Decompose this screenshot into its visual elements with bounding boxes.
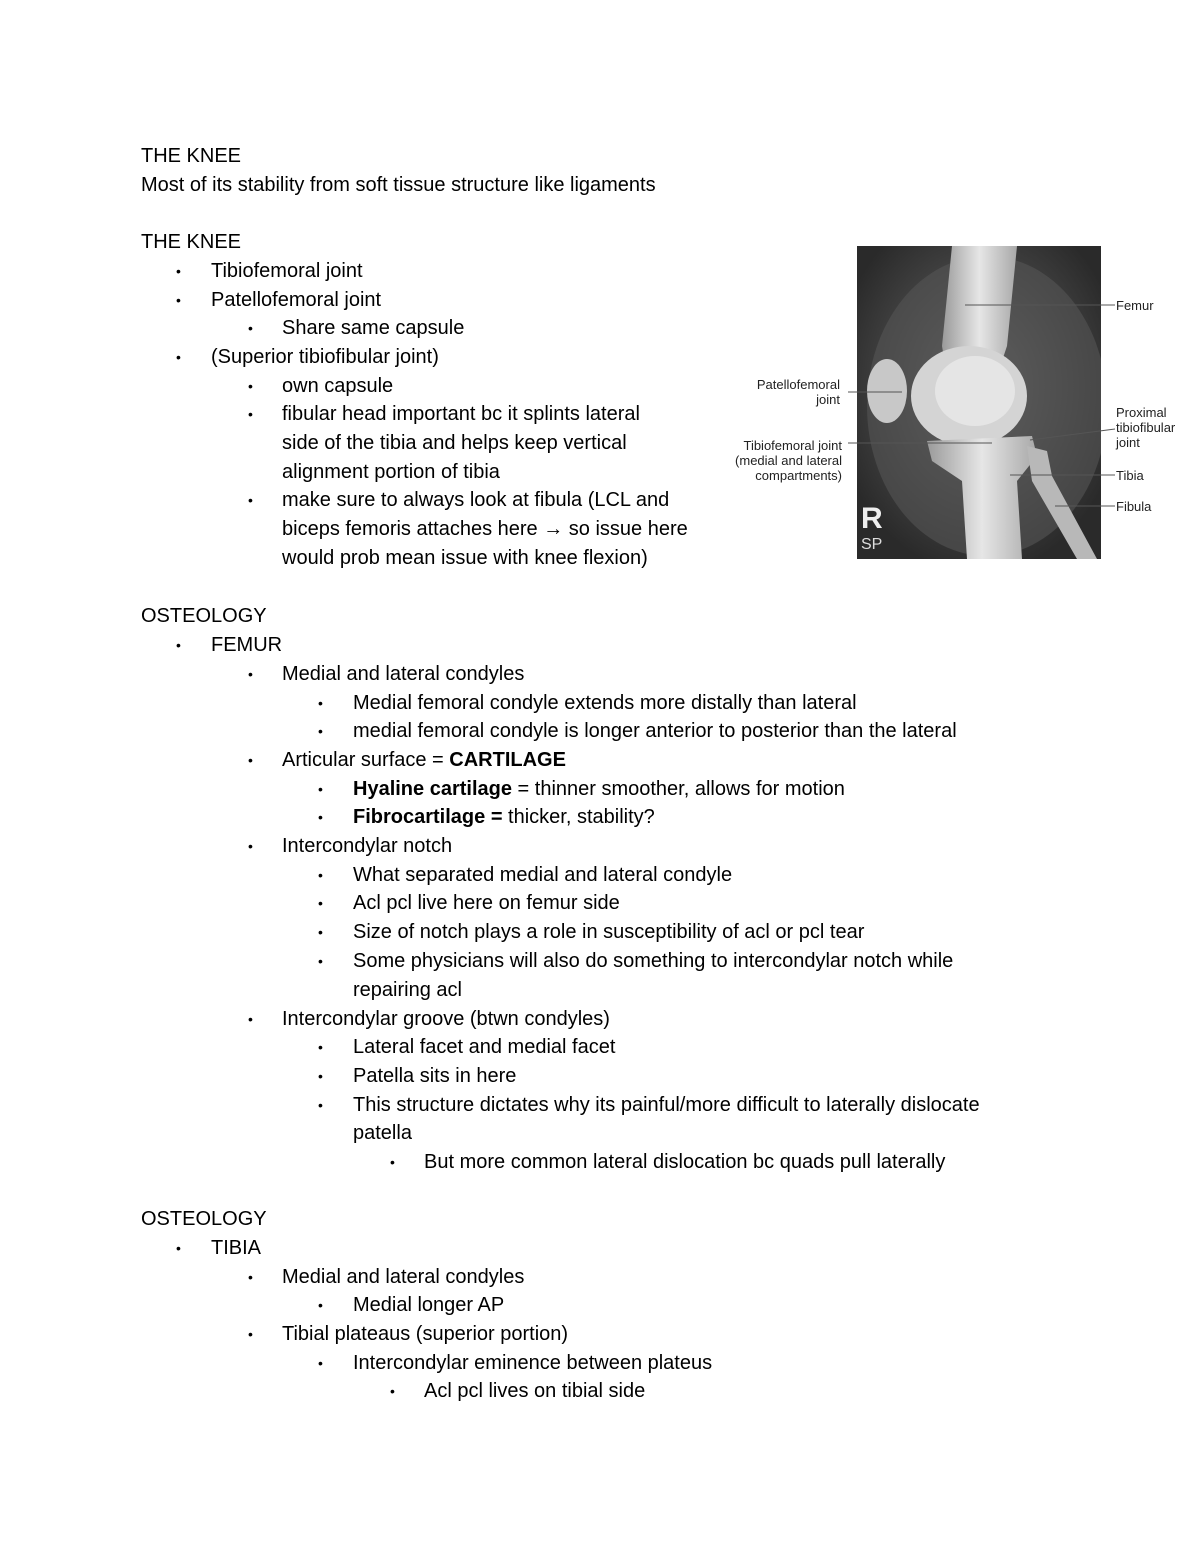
bullet: • bbox=[248, 406, 253, 422]
section-title: OSTEOLOGY bbox=[141, 605, 267, 627]
knee-xray-figure bbox=[730, 246, 1185, 568]
list-item: Tibial plateaus (superior portion) bbox=[282, 1323, 569, 1345]
bullet: • bbox=[176, 263, 181, 279]
bold-text: CARTILAGE bbox=[449, 749, 566, 771]
text-run: Articular surface = bbox=[282, 749, 450, 771]
section-subtitle: Most of its stability from soft tissue structure like ligaments bbox=[141, 174, 656, 196]
label-tibia: Tibia bbox=[1116, 468, 1144, 483]
list-item: Acl pcl lives on tibial side bbox=[424, 1380, 646, 1402]
bullet: • bbox=[248, 1269, 253, 1285]
label-proximal-tibiofibular-joint: Proximal tibiofibular joint bbox=[1116, 405, 1176, 450]
list-item: Size of notch plays a role in susceptibility of acl or pcl tear bbox=[353, 921, 865, 943]
bullet: • bbox=[176, 637, 181, 653]
bullet: • bbox=[318, 695, 323, 711]
bullet: • bbox=[248, 378, 253, 394]
bold-text: Hyaline cartilage bbox=[353, 778, 512, 800]
label-femur: Femur bbox=[1116, 298, 1154, 313]
bullet: • bbox=[318, 1068, 323, 1084]
list-item: Medial and lateral condyles bbox=[282, 1266, 525, 1288]
bullet: • bbox=[318, 1097, 323, 1113]
list-item: Intercondylar notch bbox=[282, 835, 453, 857]
xray-marker-sp: SP bbox=[861, 536, 883, 553]
list-item: Some physicians will also do something to intercondylar notch while bbox=[353, 950, 954, 972]
list-item bbox=[353, 775, 845, 803]
bullet: • bbox=[318, 1039, 323, 1055]
list-item: Patella sits in here bbox=[353, 1065, 517, 1087]
list-item-continued: would prob mean issue with knee flexion) bbox=[282, 547, 648, 569]
list-item: (Superior tibiofibular joint) bbox=[211, 346, 439, 368]
list-item: Medial and lateral condyles bbox=[282, 663, 525, 685]
section-title: THE KNEE bbox=[141, 231, 242, 253]
list-item: What separated medial and lateral condyle bbox=[353, 864, 733, 886]
bullet: • bbox=[318, 867, 323, 883]
text-run: thicker, stability? bbox=[502, 806, 655, 828]
bullet: • bbox=[176, 349, 181, 365]
text-run: = thinner smoother, allows for motion bbox=[511, 778, 845, 800]
bullet: • bbox=[318, 895, 323, 911]
list-item-continued: patella bbox=[353, 1122, 412, 1144]
bullet: • bbox=[248, 492, 253, 508]
bullet: • bbox=[176, 1240, 181, 1256]
list-item: Medial femoral condyle extends more distally than lateral bbox=[353, 692, 857, 714]
list-item bbox=[353, 803, 655, 831]
list-item: own capsule bbox=[282, 375, 394, 397]
bullet: • bbox=[248, 666, 253, 682]
bullet: • bbox=[318, 723, 323, 739]
bullet: • bbox=[248, 752, 253, 768]
bullet: • bbox=[248, 1011, 253, 1027]
list-item-continued: biceps femoris attaches here → so issue here bbox=[282, 518, 688, 540]
list-item-continued: side of the tibia and helps keep vertical bbox=[282, 432, 627, 454]
bullet: • bbox=[318, 953, 323, 969]
bullet: • bbox=[318, 809, 323, 825]
list-item: medial femoral condyle is longer anterior to posterior than the lateral bbox=[353, 720, 957, 742]
list-item: But more common lateral dislocation bc quads pull laterally bbox=[424, 1151, 946, 1173]
list-item: Intercondylar eminence between plateus bbox=[353, 1352, 713, 1374]
list-item: fibular head important bc it splints lateral bbox=[282, 403, 640, 425]
bullet: • bbox=[390, 1154, 395, 1170]
list-item: Tibiofemoral joint bbox=[211, 260, 363, 282]
label-fibula: Fibula bbox=[1116, 499, 1152, 514]
bullet: • bbox=[318, 1297, 323, 1313]
list-item: Acl pcl live here on femur side bbox=[353, 892, 620, 914]
bullet: • bbox=[176, 292, 181, 308]
list-item-continued: alignment portion of tibia bbox=[282, 461, 500, 483]
bullet: • bbox=[318, 781, 323, 797]
bullet: • bbox=[248, 320, 253, 336]
list-item bbox=[282, 746, 566, 774]
list-item: make sure to always look at fibula (LCL and bbox=[282, 489, 670, 511]
label-tibiofemoral-joint: Tibiofemoral joint (medial and lateral compartments) bbox=[735, 438, 842, 483]
list-item: Medial longer AP bbox=[353, 1294, 505, 1316]
bullet: • bbox=[318, 1355, 323, 1371]
bullet: • bbox=[248, 838, 253, 854]
label-patellofemoral-joint: Patellofemoral joint bbox=[756, 377, 840, 407]
list-item: FEMUR bbox=[211, 634, 283, 656]
bullet: • bbox=[390, 1383, 395, 1399]
list-item: Share same capsule bbox=[282, 317, 465, 339]
list-item: This structure dictates why its painful/more difficult to laterally dislocate bbox=[353, 1094, 980, 1116]
list-item: TIBIA bbox=[211, 1237, 262, 1259]
section-title: OSTEOLOGY bbox=[141, 1208, 267, 1230]
bullet: • bbox=[318, 924, 323, 940]
xray-marker-r: R bbox=[861, 502, 883, 535]
list-item: Patellofemoral joint bbox=[211, 289, 382, 311]
section-title: THE KNEE bbox=[141, 145, 242, 167]
list-item: Intercondylar groove (btwn condyles) bbox=[282, 1008, 610, 1030]
list-item: Lateral facet and medial facet bbox=[353, 1036, 616, 1058]
list-item-continued: repairing acl bbox=[353, 979, 462, 1001]
bullet: • bbox=[248, 1326, 253, 1342]
bold-text: Fibrocartilage = bbox=[353, 806, 503, 828]
